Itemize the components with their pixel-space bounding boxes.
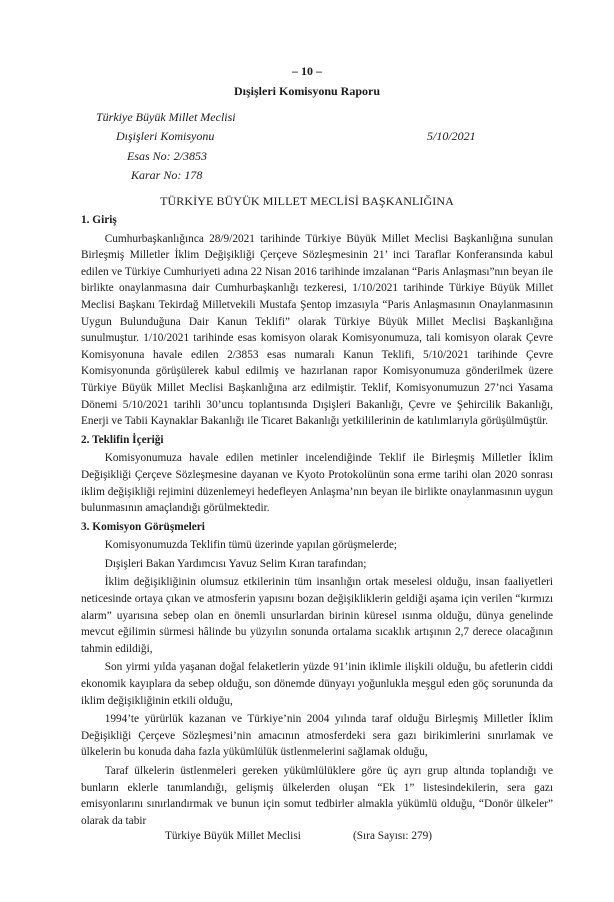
meta-esas-no: Esas No: 2/3853 (127, 149, 208, 163)
section-heading: 2. Teklifin İçeriği (81, 433, 164, 446)
section-heading: 1. Giriş (81, 214, 117, 226)
report-title: Dışişleri Komisyonu Raporu (233, 84, 380, 98)
paragraph: Komisyonumuza havale edilen metinler incelendiğinde Teklif ile Birleşmiş Milletler İklim Değişikliği Çerçeve Sözleşmesine dayanan ve Kyoto Protokolünün sona erme tarihi olan 2020 sonrası iklim değişikliği rejimini düzenlemeyi hedefleyen Anlaşma’nın beyan ile birlikte onaylanmasının uygun bulunmasının amaçlandığı görülmektedir. (81, 452, 553, 515)
addressee: TÜRKİYE BÜYÜK MILLET MECLİSİ BAŞKANLIĞINA (160, 194, 454, 208)
meta-date: 5/10/2021 (427, 129, 476, 143)
footer-sira-sayisi: (Sıra Sayısı: 279) (353, 830, 433, 842)
page-number: – 10 – (292, 64, 322, 78)
section-heading: 3. Komisyon Görüşmeleri (81, 520, 205, 533)
footer-assembly: Türkiye Büyük Millet Meclisi (165, 830, 301, 842)
paragraph: 1994’te yürürlük kazanan ve Türkiye’nin 2004 yılında taraf olduğu Birleşmiş Milletler İklim Değişikliği Çerçeve Sözleşmesi’nin amacının atmosferdeki sera gazı birikimlerini sınırlamak ve ülkelerin bu konuda daha fazla yükümlülük üstlenmelerini sağlamak olduğu, (81, 713, 553, 759)
paragraph: İklim değişikliğinin olumsuz etkilerinin tüm insanlığın ortak meselesi olduğu, insan faaliyetleri neticesinde ortaya çıkan ve atmosferin yapısını bozan değişikliklerin geldiği aşama için verilen “kırmızı alarm” uyarısına sebep olan en önemli unsurlardan birinin küresel ısınma olduğu, dünya genelinde mevcut eğilimin sürmesi hâlinde bu yüzyılın sonunda ortalama sıcaklık artışının 2,7 derece olacağının tahmin edildiği, (81, 576, 553, 655)
meta-karar-no: Karar No: 178 (131, 168, 203, 182)
report-body (81, 212, 553, 829)
paragraph: Komisyonumuzda Teklifin tümü üzerinde yapılan görüşmelerde; (104, 539, 398, 552)
paragraph: Dışişleri Bakan Yardımcısı Yavuz Selim Kıran tarafından; (104, 557, 367, 570)
meta-assembly: Türkiye Büyük Millet Meclisi (96, 110, 236, 124)
paragraph: Cumhurbaşkanlığınca 28/9/2021 tarihinde Türkiye Büyük Millet Meclisi Başkanlığına sunulan Birleşmiş Milletler İklim Değişikliği Çerçeve Sözleşmesinin 21’ inci Taraflar Konferansında kabul edilen ve Türkiye Cumhuriyeti adına 22 Nisan 2016 tarihinde imzalanan “Paris Anlaşması”nın beyan ile birlikte onaylanmasına dair Cumhurbaşkanlığı tezkeresi, 1/10/2021 tarihinde Türkiye Büyük Millet Meclisi Başkanı Tekirdağ Milletvekili Mustafa Şentop imzasıyla “Paris Anlaşmasının Onaylanmasının Uygun Bulunduğuna Dair Kanun Teklifi” olarak Türkiye Büyük Millet Meclisi Başkanlığına sunulmuştur. 1/10/2021 tarihinde esas komisyon olarak Komisyonumuza, tali komisyon olarak Çevre Komisyonuna havale edilen 2/3853 esas numaralı Kanun Teklifi, 5/10/2021 tarihinde Çevre Komisyonunda görüşülerek kabul edilmiş ve hazırlanan rapor Komisyonumuza gönderilmek üzere Türkiye Büyük Millet Meclisi Başkanlığına arz edilmiştir. Teklif, Komisyonumuzun 27’nci Yasama Dönemi 5/10/2021 tarihli 30’uncu toplantısında Dışişleri Bakanlığı, Çevre ve Şehircilik Bakanlığı, Enerji ve Tabii Kaynaklar Bakanlığı ile Ticaret Bakanlığı yetkililerinin de katılımlarıyla görüşülmüştür. (81, 232, 553, 428)
paragraph: Son yirmi yılda yaşanan doğal felaketlerin yüzde 91’inin iklimle ilişkili olduğu, bu afetlerin ciddi ekonomik kayıplara da sebep olduğu, son dönemde dünyayı yoğunlukla meşgul eden göç sorununda da iklim değişikliğinin etkili olduğu, (81, 661, 553, 707)
meta-committee: Dışişleri Komisyonu (116, 129, 215, 143)
paragraph: Taraf ülkelerin üstlenmeleri gereken yükümlülüklere göre üç ayrı grup altında toplandığı ve bunların eklerle tanımlandığı, gelişmiş ülkelerden oluşan “Ek 1” listesindekilerin, sera gazı emisyonlarını sınırlandırmak ve bunun için somut tedbirler almakla yükümlü olduğu, “Donör ülkeler” olarak da tabir (81, 765, 553, 827)
